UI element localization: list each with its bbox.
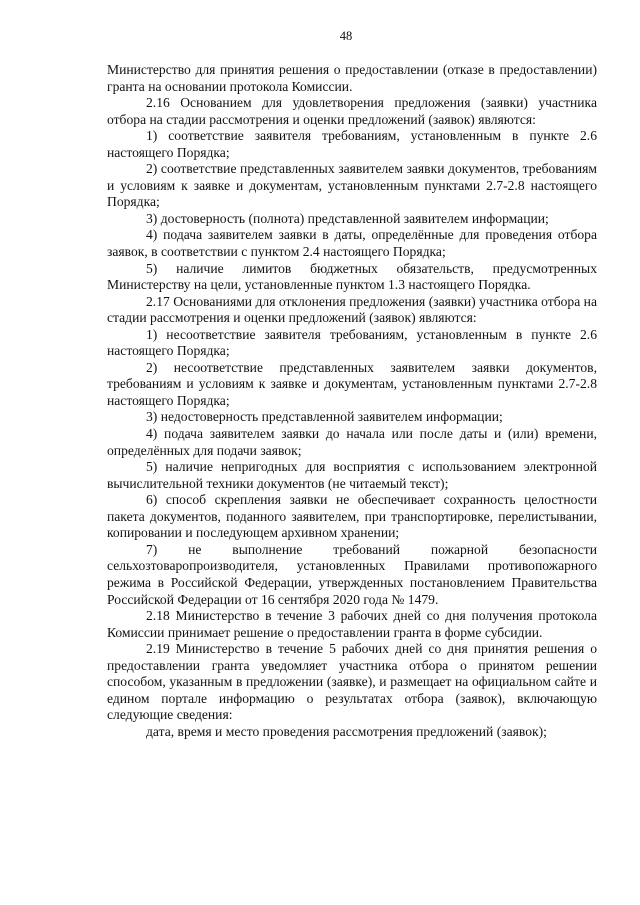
list-item-2-17-2: 2) несоответствие представленных заявителем заявки документов, требованиям и условиям к заявке и документам, установленным пунктами 2.7-2.8 настоящего Порядка; xyxy=(107,359,597,408)
paragraph-2-18: 2.18 Министерство в течение 3 рабочих дней со дня получения протокола Комиссии принимает решение о предоставлении гранта в форме субсидии. xyxy=(107,608,597,640)
list-item-2-16-4: 4) подача заявителем заявки в даты, определённые для проведения отбора заявок, в соответствии с пунктом 2.4 настоящего Порядка; xyxy=(107,227,597,260)
list-item-2-19-date-time-place: дата, время и место проведения рассмотрения предложений (заявок); xyxy=(146,723,547,739)
paragraph-2-17-heading: 2.17 Основаниями для отклонения предложения (заявки) участника отбора на стадии рассмотрения и оценки предложений (заявок) являются: xyxy=(107,293,597,326)
list-item-2-16-5: 5) наличие лимитов бюджетных обязательств, предусмотренных Министерству на цели, установленные пунктом 1.3 настоящего Порядка. xyxy=(107,260,597,293)
page-number: 48 xyxy=(339,29,353,43)
document-page xyxy=(107,28,597,740)
list-item-2-17-6: 6) способ скрепления заявки не обеспечивает сохранность целостности пакета документов, поданного заявителем, при транспортировке, перелистывании, копировании и последующем архивном хранении; xyxy=(107,492,597,541)
paragraph-2-16-heading: 2.16 Основанием для удовлетворения предложения (заявки) участника отбора на стадии рассмотрения и оценки предложений (заявок) являются: xyxy=(107,95,597,127)
list-item-2-16-2: 2) соответствие представленных заявителем заявки документов, требованиям и условиям к заявке и документам, установленным пунктами 2.7-2.8 настоящего Порядка; xyxy=(107,161,597,210)
paragraph-2-19: 2.19 Министерство в течение 5 рабочих дней со дня принятия решения о предоставлении гранта уведомляет участника отбора о принятом решении способом, указанным в предложении (заявке), и размещает на официальном сайте и едином портале информацию о результатах отбора (заявок), включающую следующие сведения: xyxy=(107,641,597,723)
paragraph-grant-decision-continued: Министерство для принятия решения о предоставлении (отказе в предоставлении) гранта на основании протокола Комиссии. xyxy=(107,62,597,94)
list-item-2-17-5: 5) наличие непригодных для восприятия с использованием электронной вычислительной техники документов (не читаемый текст); xyxy=(107,459,597,491)
list-item-2-17-3: 3) недостоверность представленной заявителем информации; xyxy=(146,409,503,425)
list-item-2-16-1: 1) соответствие заявителя требованиям, установленным в пункте 2.6 настоящего Порядка; xyxy=(107,128,597,160)
list-item-2-17-7: 7) не выполнение требований пожарной безопасности сельхозтоваропроизводителя, установленных Правилами противопожарного режима в Российской Федерации, утвержденных постановлением Правительства Российской Федерации от 16 сентября 2020 года № 1479. xyxy=(107,541,597,607)
list-item-2-17-4: 4) подача заявителем заявки до начала или после даты и (или) времени, определённых для подачи заявок; xyxy=(107,426,597,458)
list-item-2-16-3: 3) достоверность (полнота) представленной заявителем информации; xyxy=(146,210,549,226)
list-item-2-17-1: 1) несоответствие заявителя требованиям, установленным в пункте 2.6 настоящего Порядка; xyxy=(107,326,597,359)
